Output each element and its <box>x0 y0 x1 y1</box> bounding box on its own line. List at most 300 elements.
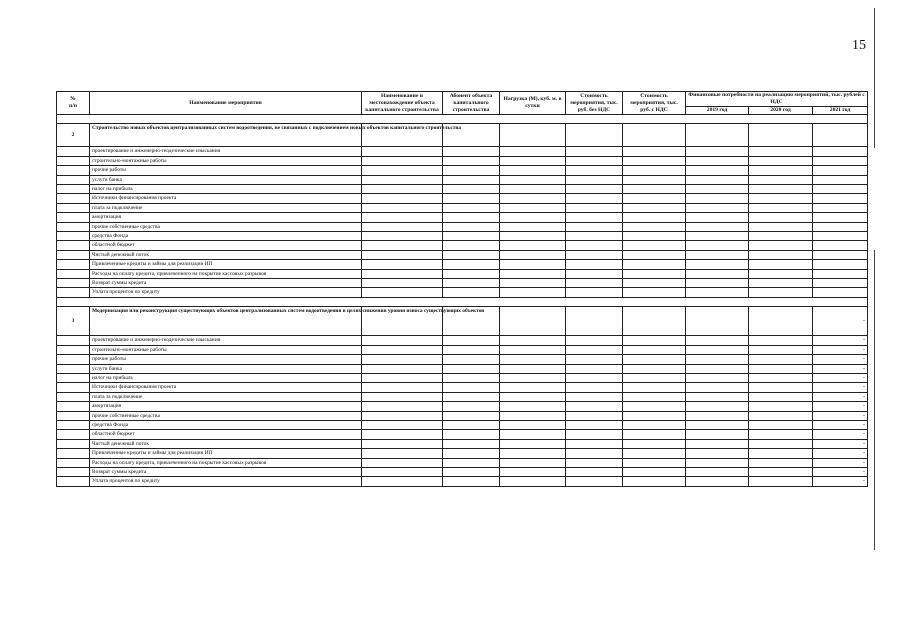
empty-cell: - <box>813 373 868 382</box>
empty-cell <box>362 383 443 392</box>
empty-cell <box>813 147 868 156</box>
empty-cell <box>566 166 623 175</box>
empty-cell <box>813 279 868 288</box>
empty-cell <box>566 458 623 467</box>
empty-cell <box>686 288 749 297</box>
empty-cell <box>500 345 566 354</box>
empty-cell <box>623 260 686 269</box>
empty-cell <box>566 439 623 448</box>
empty-num-cell <box>57 288 90 297</box>
table-row <box>57 203 868 212</box>
empty-cell <box>813 269 868 278</box>
empty-cell: - <box>813 336 868 345</box>
section-title-row <box>57 307 868 336</box>
empty-cell <box>500 430 566 439</box>
empty-cell <box>443 355 500 364</box>
empty-cell <box>566 373 623 382</box>
empty-cell <box>686 411 749 420</box>
empty-cell <box>566 222 623 231</box>
scan-margin-line <box>874 8 875 148</box>
empty-cell <box>686 156 749 165</box>
empty-cell <box>362 166 443 175</box>
empty-num-cell <box>57 250 90 259</box>
row-label: Возврат суммы кредита <box>90 279 362 288</box>
empty-cell: - <box>813 411 868 420</box>
empty-cell <box>623 430 686 439</box>
empty-cell <box>686 185 749 194</box>
empty-cell <box>623 124 686 147</box>
row-label: налог на прибыль <box>90 185 362 194</box>
empty-num-cell <box>57 449 90 458</box>
empty-cell <box>813 166 868 175</box>
empty-cell <box>443 411 500 420</box>
empty-cell <box>443 269 500 278</box>
header-fin-group: Финансовые потребности на реализацию мероприятий, тыс. рублей с НДС <box>686 92 868 107</box>
row-label: Источники финансирования проекта <box>90 194 362 203</box>
empty-num-cell <box>57 355 90 364</box>
empty-cell <box>813 260 868 269</box>
empty-cell <box>566 411 623 420</box>
empty-cell <box>749 288 813 297</box>
empty-num-cell <box>57 175 90 184</box>
scan-margin-line <box>874 250 875 550</box>
empty-cell <box>362 241 443 250</box>
empty-cell: - <box>813 392 868 401</box>
empty-cell <box>500 449 566 458</box>
empty-cell <box>500 241 566 250</box>
empty-cell <box>623 194 686 203</box>
row-label: строительно-монтажные работы <box>90 345 362 354</box>
empty-cell <box>749 392 813 401</box>
empty-cell <box>566 383 623 392</box>
empty-cell <box>686 232 749 241</box>
header-year-2020: 2020 год <box>749 107 813 115</box>
empty-cell <box>362 222 443 231</box>
empty-cell <box>749 420 813 429</box>
empty-cell <box>686 355 749 364</box>
empty-cell <box>623 458 686 467</box>
empty-cell <box>443 250 500 259</box>
empty-cell <box>443 147 500 156</box>
empty-cell: - <box>813 458 868 467</box>
empty-cell <box>566 477 623 486</box>
empty-cell: - <box>813 402 868 411</box>
table-row <box>57 250 868 259</box>
empty-cell <box>362 260 443 269</box>
table-row <box>57 175 868 184</box>
table-row <box>57 156 868 165</box>
row-label: строительно-монтажные работы <box>90 156 362 165</box>
row-label: налог на прибыль <box>90 373 362 382</box>
empty-cell <box>566 288 623 297</box>
table-row <box>57 222 868 231</box>
empty-cell <box>623 383 686 392</box>
empty-cell <box>749 458 813 467</box>
empty-cell <box>623 402 686 411</box>
empty-cell <box>566 430 623 439</box>
empty-num-cell <box>57 269 90 278</box>
table-row <box>57 232 868 241</box>
header-year-2021: 2021 год <box>813 107 868 115</box>
empty-cell <box>362 288 443 297</box>
empty-num-cell <box>57 383 90 392</box>
empty-cell: - <box>813 467 868 476</box>
row-label: прочие собственные средства <box>90 222 362 231</box>
empty-cell <box>362 147 443 156</box>
empty-cell <box>362 364 443 373</box>
row-label: амортизация <box>90 402 362 411</box>
empty-cell <box>500 420 566 429</box>
table-row <box>57 364 868 373</box>
table-row <box>57 402 868 411</box>
empty-cell <box>623 411 686 420</box>
section-number: 2 <box>57 124 90 147</box>
empty-cell <box>749 279 813 288</box>
empty-cell <box>566 185 623 194</box>
table-row <box>57 467 868 476</box>
empty-cell <box>749 260 813 269</box>
empty-cell <box>749 241 813 250</box>
empty-cell <box>686 449 749 458</box>
row-label: Привлеченные кредиты и займы для реализации ИП <box>90 449 362 458</box>
empty-cell <box>500 392 566 401</box>
row-label: Расходы на оплату кредита, привлеченного на покрытие кассовых разрывов <box>90 458 362 467</box>
empty-cell <box>749 345 813 354</box>
empty-cell <box>749 147 813 156</box>
empty-cell <box>566 124 623 147</box>
empty-cell <box>566 194 623 203</box>
empty-cell <box>749 175 813 184</box>
empty-num-cell <box>57 430 90 439</box>
empty-cell <box>500 194 566 203</box>
header-year-2019: 2019 год <box>686 107 749 115</box>
empty-num-cell <box>57 213 90 222</box>
empty-cell <box>686 175 749 184</box>
empty-cell <box>362 194 443 203</box>
empty-cell <box>566 355 623 364</box>
row-label: плата за подключение <box>90 203 362 212</box>
empty-num-cell <box>57 194 90 203</box>
empty-cell <box>443 467 500 476</box>
empty-cell <box>623 166 686 175</box>
empty-cell <box>623 467 686 476</box>
row-label: услуги банка <box>90 175 362 184</box>
empty-cell: - <box>813 355 868 364</box>
empty-num-cell <box>57 477 90 486</box>
row-label: Возврат суммы кредита <box>90 467 362 476</box>
row-label: Чистый денежный поток <box>90 250 362 259</box>
table-row <box>57 411 868 420</box>
section-spacer <box>57 115 868 124</box>
empty-cell <box>623 213 686 222</box>
row-label: Расходы на оплату кредита, привлеченного на покрытие кассовых разрывов <box>90 269 362 278</box>
table-row <box>57 336 868 345</box>
row-label: Привлеченные кредиты и займы для реализации ИП <box>90 260 362 269</box>
empty-cell <box>623 250 686 259</box>
empty-cell <box>686 467 749 476</box>
empty-cell <box>623 373 686 382</box>
empty-cell <box>443 175 500 184</box>
empty-cell <box>362 156 443 165</box>
empty-cell <box>500 166 566 175</box>
row-label: областной бюджет <box>90 430 362 439</box>
empty-num-cell <box>57 402 90 411</box>
row-label: Чистый денежный поток <box>90 439 362 448</box>
header-name: Наименование мероприятия <box>90 92 362 115</box>
empty-cell <box>749 156 813 165</box>
empty-cell <box>813 250 868 259</box>
empty-cell <box>749 364 813 373</box>
empty-cell <box>362 402 443 411</box>
financial-needs-table <box>56 91 868 487</box>
header-load: Нагрузка (М), куб. м. в сутки <box>500 92 566 115</box>
empty-cell <box>566 420 623 429</box>
empty-cell <box>566 402 623 411</box>
empty-cell <box>686 458 749 467</box>
empty-cell <box>362 269 443 278</box>
empty-cell <box>443 166 500 175</box>
empty-cell <box>500 279 566 288</box>
table-row <box>57 430 868 439</box>
empty-cell <box>500 439 566 448</box>
empty-cell <box>443 336 500 345</box>
empty-cell <box>686 345 749 354</box>
empty-cell <box>686 373 749 382</box>
empty-cell <box>500 458 566 467</box>
empty-cell <box>566 392 623 401</box>
empty-cell <box>749 269 813 278</box>
empty-cell <box>443 420 500 429</box>
empty-cell: - <box>813 420 868 429</box>
empty-cell <box>566 250 623 259</box>
empty-cell <box>566 260 623 269</box>
empty-cell <box>500 232 566 241</box>
empty-cell <box>749 222 813 231</box>
empty-cell <box>443 430 500 439</box>
empty-cell <box>443 458 500 467</box>
empty-cell <box>813 156 868 165</box>
empty-num-cell <box>57 203 90 212</box>
empty-cell <box>749 467 813 476</box>
empty-cell <box>500 124 566 147</box>
empty-cell <box>813 175 868 184</box>
empty-cell <box>362 477 443 486</box>
empty-cell <box>362 355 443 364</box>
empty-cell <box>686 364 749 373</box>
row-label: средства Фонда <box>90 420 362 429</box>
empty-cell: - <box>813 364 868 373</box>
empty-cell <box>443 402 500 411</box>
empty-cell <box>362 175 443 184</box>
empty-num-cell <box>57 147 90 156</box>
empty-cell <box>623 222 686 231</box>
empty-cell: - <box>813 345 868 354</box>
table-row <box>57 355 868 364</box>
empty-cell <box>686 250 749 259</box>
empty-cell <box>362 449 443 458</box>
table-row <box>57 279 868 288</box>
empty-cell <box>686 279 749 288</box>
empty-cell <box>566 156 623 165</box>
empty-num-cell <box>57 364 90 373</box>
empty-cell <box>500 307 566 336</box>
empty-cell <box>813 203 868 212</box>
empty-cell <box>749 213 813 222</box>
empty-cell <box>500 156 566 165</box>
header-num: № п/п <box>57 92 90 115</box>
empty-num-cell <box>57 185 90 194</box>
empty-cell <box>443 279 500 288</box>
empty-num-cell <box>57 222 90 231</box>
empty-cell <box>500 411 566 420</box>
empty-cell <box>686 420 749 429</box>
table-row <box>57 269 868 278</box>
table-row <box>57 420 868 429</box>
table-row <box>57 185 868 194</box>
empty-cell <box>813 213 868 222</box>
header-cost-vat: Стоимость мероприятия, тыс. руб. с НДС <box>623 92 686 115</box>
header-subscriber: Абонент объекта капитального строительства <box>443 92 500 115</box>
empty-cell <box>749 383 813 392</box>
empty-cell <box>623 185 686 194</box>
empty-cell <box>749 411 813 420</box>
empty-cell <box>500 288 566 297</box>
header-location: Наименование и местонахождение объекта капитального строительства <box>362 92 443 115</box>
empty-cell <box>443 373 500 382</box>
empty-cell <box>500 260 566 269</box>
empty-cell <box>623 439 686 448</box>
table-row <box>57 241 868 250</box>
empty-cell <box>500 147 566 156</box>
empty-cell: - <box>813 477 868 486</box>
empty-cell: - <box>813 439 868 448</box>
empty-num-cell <box>57 467 90 476</box>
row-label: средства Фонда <box>90 232 362 241</box>
empty-cell <box>500 213 566 222</box>
empty-cell <box>443 232 500 241</box>
empty-cell <box>500 175 566 184</box>
empty-cell <box>813 288 868 297</box>
empty-cell <box>566 279 623 288</box>
empty-cell <box>686 402 749 411</box>
empty-cell <box>623 269 686 278</box>
empty-cell <box>623 232 686 241</box>
table-row <box>57 439 868 448</box>
empty-num-cell <box>57 166 90 175</box>
empty-cell <box>500 355 566 364</box>
row-label: Уплата процентов по кредиту <box>90 477 362 486</box>
section-title: Строительство новых объектов централизованных систем водоотведения, не связанных с подключением новых объектов капитального строительства <box>90 124 362 147</box>
table-row <box>57 166 868 175</box>
table-row <box>57 373 868 382</box>
empty-cell <box>686 241 749 250</box>
row-label: прочие работы <box>90 166 362 175</box>
empty-cell <box>362 345 443 354</box>
empty-cell: - <box>813 307 868 336</box>
empty-cell <box>443 364 500 373</box>
table-row <box>57 260 868 269</box>
empty-cell <box>443 213 500 222</box>
empty-cell <box>500 203 566 212</box>
empty-cell <box>443 203 500 212</box>
empty-cell <box>443 288 500 297</box>
table-row <box>57 345 868 354</box>
empty-cell <box>686 383 749 392</box>
row-label: прочие работы <box>90 355 362 364</box>
empty-cell <box>749 124 813 147</box>
empty-cell <box>686 147 749 156</box>
section-title-row <box>57 124 868 147</box>
empty-cell <box>749 430 813 439</box>
empty-cell <box>566 467 623 476</box>
table-row <box>57 288 868 297</box>
empty-cell <box>623 307 686 336</box>
empty-num-cell <box>57 458 90 467</box>
empty-cell <box>362 392 443 401</box>
empty-cell <box>362 467 443 476</box>
header-cost-novat: Стоимость мероприятия, тыс. руб. без НДС <box>566 92 623 115</box>
empty-cell <box>566 232 623 241</box>
empty-cell <box>500 383 566 392</box>
empty-cell <box>623 241 686 250</box>
empty-cell <box>566 175 623 184</box>
empty-cell <box>813 241 868 250</box>
empty-cell <box>623 420 686 429</box>
empty-cell <box>749 402 813 411</box>
empty-cell <box>566 203 623 212</box>
empty-cell <box>362 430 443 439</box>
empty-cell <box>362 213 443 222</box>
empty-cell <box>623 175 686 184</box>
table-row <box>57 392 868 401</box>
empty-cell <box>686 260 749 269</box>
row-label: прочие собственные средства <box>90 411 362 420</box>
table-row <box>57 383 868 392</box>
empty-cell <box>443 439 500 448</box>
empty-cell <box>623 336 686 345</box>
empty-cell <box>362 439 443 448</box>
empty-cell <box>362 203 443 212</box>
table-row <box>57 194 868 203</box>
empty-cell <box>566 269 623 278</box>
empty-cell <box>813 124 868 147</box>
empty-cell <box>623 449 686 458</box>
empty-cell <box>362 420 443 429</box>
empty-cell <box>500 222 566 231</box>
empty-cell <box>362 373 443 382</box>
empty-cell <box>500 467 566 476</box>
empty-cell <box>749 373 813 382</box>
empty-cell <box>443 392 500 401</box>
empty-cell <box>749 307 813 336</box>
empty-cell <box>500 402 566 411</box>
empty-cell <box>686 194 749 203</box>
empty-cell <box>443 156 500 165</box>
empty-cell <box>749 185 813 194</box>
empty-cell <box>443 222 500 231</box>
empty-cell <box>566 213 623 222</box>
empty-cell <box>623 279 686 288</box>
empty-num-cell <box>57 420 90 429</box>
empty-cell <box>623 477 686 486</box>
empty-cell <box>686 222 749 231</box>
empty-num-cell <box>57 411 90 420</box>
empty-cell <box>362 232 443 241</box>
table-row <box>57 213 868 222</box>
empty-cell <box>500 373 566 382</box>
empty-cell <box>686 392 749 401</box>
row-label: услуги банка <box>90 364 362 373</box>
